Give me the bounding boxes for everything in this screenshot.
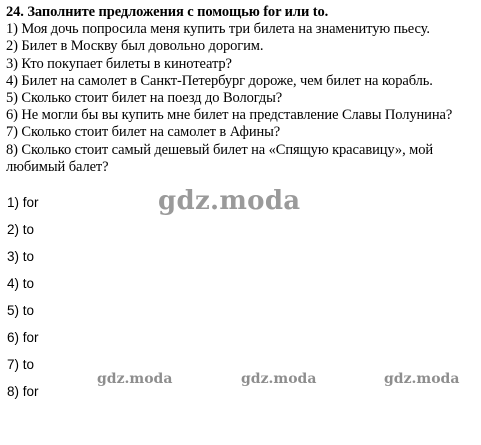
exercise-sentence: 2) Билет в Москву был довольно дорогим.	[6, 38, 264, 55]
exercise-sentence: 1) Моя дочь попросила меня купить три билета на знаменитую пьесу.	[6, 21, 430, 38]
answer-item: 2) to	[7, 222, 35, 237]
exercise-sentence: 3) Кто покупает билеты в кинотеатр?	[6, 55, 232, 72]
answers-list	[7, 194, 39, 410]
answer-item: 7) to	[7, 357, 35, 372]
answer-item: 6) for	[7, 330, 39, 345]
watermark-bottom: gdz.moda	[241, 371, 317, 387]
exercise-sentence: 8) Сколько стоит самый дешевый билет на «Спящую красавицу», мой любимый балет?	[6, 141, 434, 175]
exercise-title: 24. Заполните предложения с помощью for или to.	[6, 4, 329, 20]
exercise-sentence: 6) Не могли бы вы купить мне билет на представление Славы Полунина?	[6, 107, 453, 124]
exercise-block	[6, 4, 478, 176]
exercise-sentence: 7) Сколько стоит билет на самолет в Афины?	[6, 124, 281, 141]
answer-item: 5) to	[7, 303, 35, 318]
answer-item: 1) for	[7, 195, 39, 210]
exercise-sentence: 4) Билет на самолет в Санкт-Петербург дороже, чем билет на корабль.	[6, 72, 433, 89]
answer-item: 4) to	[7, 276, 35, 291]
watermark-bottom: gdz.moda	[384, 371, 460, 387]
exercise-sentence: 5) Сколько стоит билет на поезд до Вологды?	[6, 90, 283, 107]
answer-item: 8) for	[7, 384, 39, 399]
answer-item: 3) to	[7, 249, 35, 264]
watermark-main: gdz.moda	[158, 186, 301, 216]
watermark-bottom: gdz.moda	[97, 371, 173, 387]
